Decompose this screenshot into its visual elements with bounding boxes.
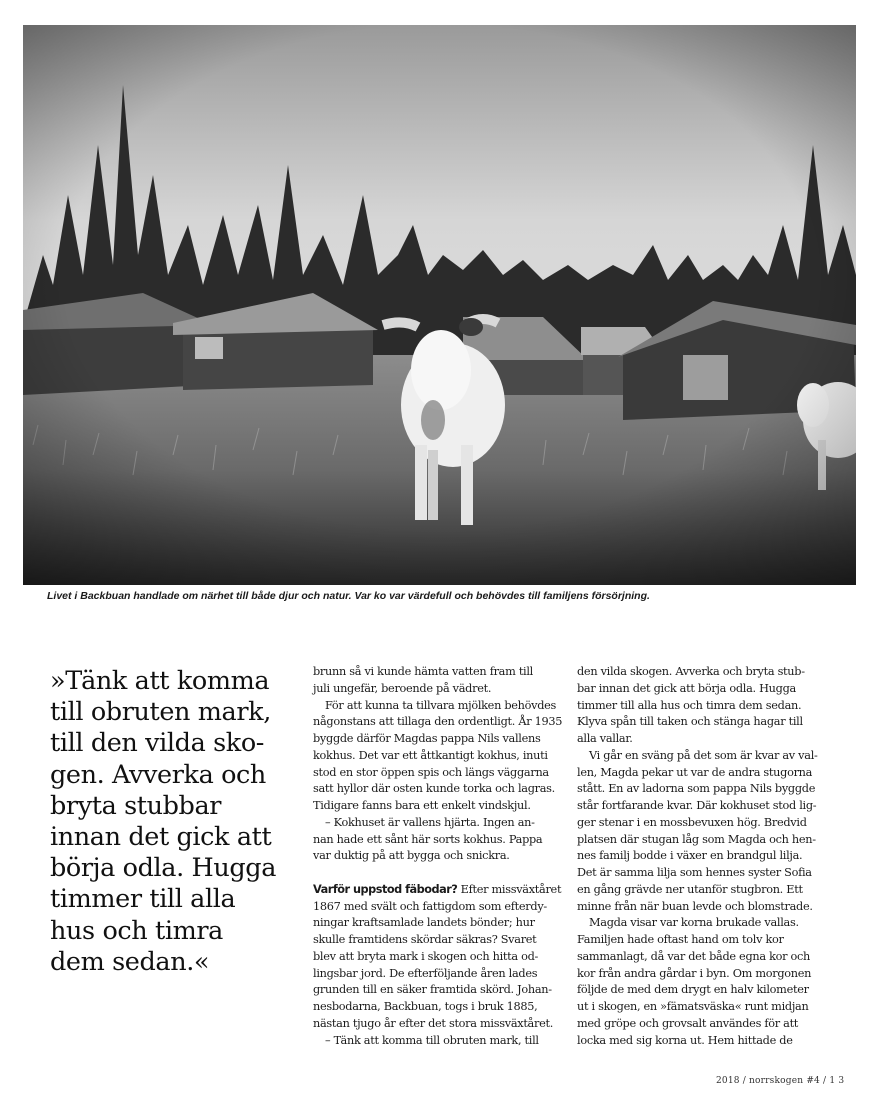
text-line: grunden till en säker framtida skörd. Johan- xyxy=(313,983,552,997)
text-line: skulle framtidens skördar säkras? Svaret xyxy=(313,933,537,946)
text-line: 1867 med svält och fattigdom som efterdy- xyxy=(313,899,547,913)
text-line: minne från när buan levde och blomstrade. xyxy=(577,899,813,913)
pull-quote-line: börja odla. Hugga xyxy=(50,853,277,884)
text-line: Vi går en sväng på det som är kvar av val- xyxy=(589,748,818,762)
text-line: nesbodarna, Backbuan, togs i bruk 1885, xyxy=(313,1000,538,1013)
text-line: med gröpe och grovsalt användes för att xyxy=(577,1016,799,1030)
text-line: lingsbar jord. De efterföljande åren lades xyxy=(313,966,538,980)
paragraph-gap xyxy=(313,865,553,882)
text-run: Efter missväxtåret xyxy=(457,882,562,896)
pull-quote-line: dem sedan.« xyxy=(50,946,210,977)
subhead: Varför uppstod fäbodar? xyxy=(313,882,458,896)
text-line: ut i skogen, en »fämatsväska« runt midjan xyxy=(577,1000,809,1013)
text-line: Magda visar var korna brukade vallas. xyxy=(589,916,799,930)
pull-quote-line: gen. Avverka och xyxy=(50,759,266,790)
text-line: nästan tjugo år efter det stora missväxtåret. xyxy=(313,1016,554,1030)
photo-illustration xyxy=(23,25,856,585)
text-line: satt hyllor där osten kunde torka och lagras. xyxy=(313,782,555,796)
cow-photo xyxy=(23,25,856,585)
pull-quote-line: »Tänk att komma xyxy=(50,666,270,696)
text-line: Tidigare fanns bara ett enkelt vindskjul. xyxy=(313,799,531,812)
text-line: står fortfarande kvar. Där kokhuset stod lig- xyxy=(577,799,817,812)
text-line: ningar kraftsamlade landets bönder; hur xyxy=(313,916,535,930)
text-line: en gång grävde ner utanför stugbron. Ett xyxy=(577,882,803,896)
text-line: byggde därför Magdas pappa Nils vallens xyxy=(313,732,541,745)
text-line: Klyva spån till taken och stänga hagar till xyxy=(577,715,803,729)
text-line: juli ungefär, beroende på vädret. xyxy=(313,681,492,695)
text-line: sammanlagt, då var det både egna kor och xyxy=(577,949,811,963)
text-line: var duktig på att bygga och snickra. xyxy=(313,849,510,863)
pull-quote-line: bryta stubbar xyxy=(50,790,222,821)
text-line: någonstans att tillaga den ordentligt. År 1935 xyxy=(313,715,563,729)
text-line: locka med sig korna ut. Hem hittade de xyxy=(577,1033,793,1047)
text-line: – Tänk att komma till obruten mark, till xyxy=(325,1033,539,1047)
pull-quote-line: till den vilda sko- xyxy=(50,728,265,759)
text-line: kor från andra gårdar i byn. Om morgonen xyxy=(577,966,812,980)
text-line: den vilda skogen. Avverka och bryta stub- xyxy=(577,665,805,678)
text-line: stod en stor öppen spis och längs väggarna xyxy=(313,765,549,779)
page-footer: 2018 / norrskogen #4 / 1 3 xyxy=(716,1076,845,1086)
text-line: stått. En av ladorna som pappa Nils byggde xyxy=(577,782,816,796)
text-line: blev att bryta mark i skogen och hitta od- xyxy=(313,949,539,963)
body-column-1 xyxy=(313,664,563,1049)
text-line: platsen där stugan låg som Magda och hen- xyxy=(577,832,816,846)
text-line: timmer till alla hus och timra dem sedan. xyxy=(577,698,802,712)
photo-caption: Livet i Backbuan handlade om närhet till både djur och natur. Var ko var värdefull och behövdes till familjens försörjning. xyxy=(47,590,650,602)
text-line: bar innan det gick att börja odla. Hugga xyxy=(577,681,796,695)
text-line: Det är samma lilja som hennes syster Sofia xyxy=(577,866,812,879)
pull-quote xyxy=(50,666,290,978)
text-line: brunn så vi kunde hämta vatten fram till xyxy=(313,665,534,678)
text-line: För att kunna ta tillvara mjölken behövdes xyxy=(325,698,557,712)
text-line: alla vallar. xyxy=(577,732,633,745)
pull-quote-line: timmer till alla xyxy=(50,884,236,915)
body-column-2 xyxy=(577,664,817,1049)
text-line: len, Magda pekar ut var de andra stugorna xyxy=(577,765,813,779)
text-line: Familjen hade oftast hand om tolv kor xyxy=(577,933,784,946)
pull-quote-line: innan det gick att xyxy=(50,822,272,853)
text-line: nan hade ett sånt här sorts kokhus. Pappa xyxy=(313,832,543,846)
pull-quote-line: hus och timra xyxy=(50,915,223,946)
subhead-line xyxy=(313,882,562,899)
text-line: nes familj bodde i växer en brandgul lilja. xyxy=(577,849,803,863)
text-line: kokhus. Det var ett åttkantigt kokhus, inuti xyxy=(313,748,548,762)
pull-quote-line: till obruten mark, xyxy=(50,697,271,728)
text-line: ger stenar i en mossbevuxen hög. Bredvid xyxy=(577,815,807,829)
text-line: följde de med dem drygt en halv kilometer xyxy=(577,983,809,997)
text-line: – Kokhuset är vallens hjärta. Ingen an- xyxy=(325,815,535,829)
